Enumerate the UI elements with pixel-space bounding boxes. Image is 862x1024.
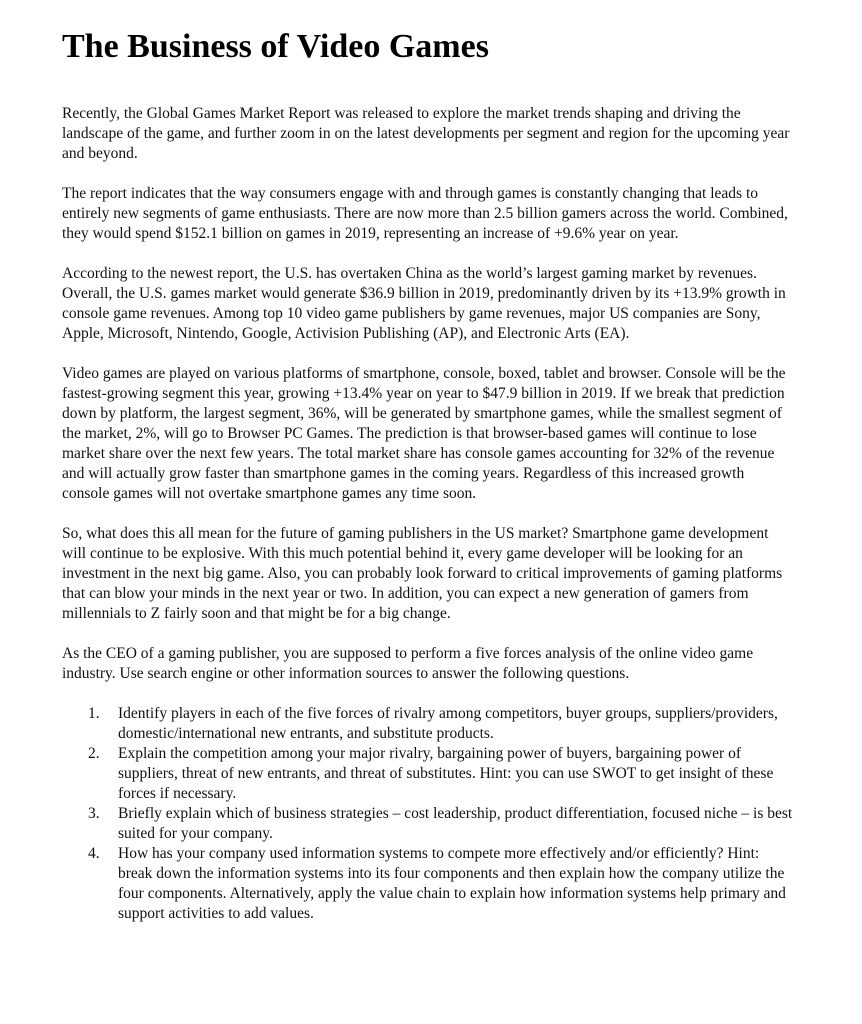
paragraph-us-market: According to the newest report, the U.S. has overtaken China as the world’s largest gaming market by revenues. Overall, the U.S. games market would generate $36.9 billion in 2019, predominantly driven by its +13.9% growth in console game revenues. Among top 10 video game publishers by game revenues, major US companies are Sony, Apple, Microsoft, Nintendo, Google, Activision Publishing (AP), and Electronic Arts (EA). [62,265,786,342]
question-number: 1. [88,705,100,722]
paragraph-future: So, what does this all mean for the future of gaming publishers in the US market? Smartphone game development will continue to be explosive. With this much potential behind it, every game developer will be looking for an investment in the next big game. Also, you can probably look forward to critical improvements of gaming platforms that can blow your minds in the next year or two. In addition, you can expect a new generation of gamers from millennials to Z fairly soon and that might be for a big change. [62,525,783,622]
paragraph-consumers: The report indicates that the way consumers engage with and through games is constantly changing that leads to entirely new segments of game enthusiasts. There are now more than 2.5 billion gamers across the world. Combined, they would spend $152.1 billion on games in 2019, representing an increase of +9.6% year on year. [62,185,788,242]
paragraph-intro: Recently, the Global Games Market Report was released to explore the market trends shaping and driving the landscape of the game, and further zoom in on the latest developments per segment and region for the upcoming year and beyond. [62,105,790,162]
question-item [62,844,794,924]
question-text: How has your company used information systems to compete more effectively and/or efficiently? Hint: break down the information systems into its four components and then explain how the company utilize the four components. Alternatively, apply the value chain to explain how information systems help primary and support activities to add values. [118,845,786,922]
question-list [62,704,794,924]
question-number: 2. [88,745,100,762]
paragraph-platforms: Video games are played on various platforms of smartphone, console, boxed, tablet and browser. Console will be the fastest-growing segment this year, growing +13.4% year on year to $47.9 billion in 2019. If we break that prediction down by platform, the largest segment, 36%, will be generated by smartphone games, while the smallest segment of the market, 2%, will go to Browser PC Games. The prediction is that browser-based games will continue to lose market share over the next few years. The total market share has console games accounting for 32% of the revenue and will actually grow faster than smartphone games in the coming years. Regardless of this increased growth console games will not overtake smartphone games any time soon. [62,365,786,502]
page-title: The Business of Video Games [62,28,489,65]
question-item [62,744,794,804]
question-text: Explain the competition among your major rivalry, bargaining power of buyers, bargaining power of suppliers, threat of new entrants, and threat of substitutes. Hint: you can use SWOT to get insight of these forces if necessary. [118,745,774,802]
question-text: Identify players in each of the five forces of rivalry among competitors, buyer groups, suppliers/providers, domestic/international new entrants, and substitute products. [118,705,778,742]
document-page [62,26,794,924]
paragraph-assignment: As the CEO of a gaming publisher, you are supposed to perform a five forces analysis of the online video game industry. Use search engine or other information sources to answer the following questions. [62,645,754,682]
question-number: 4. [88,845,100,862]
question-item [62,804,794,844]
question-item [62,704,794,744]
question-number: 3. [88,805,100,822]
question-text: Briefly explain which of business strategies – cost leadership, product differentiation, focused niche – is best suited for your company. [118,805,793,842]
